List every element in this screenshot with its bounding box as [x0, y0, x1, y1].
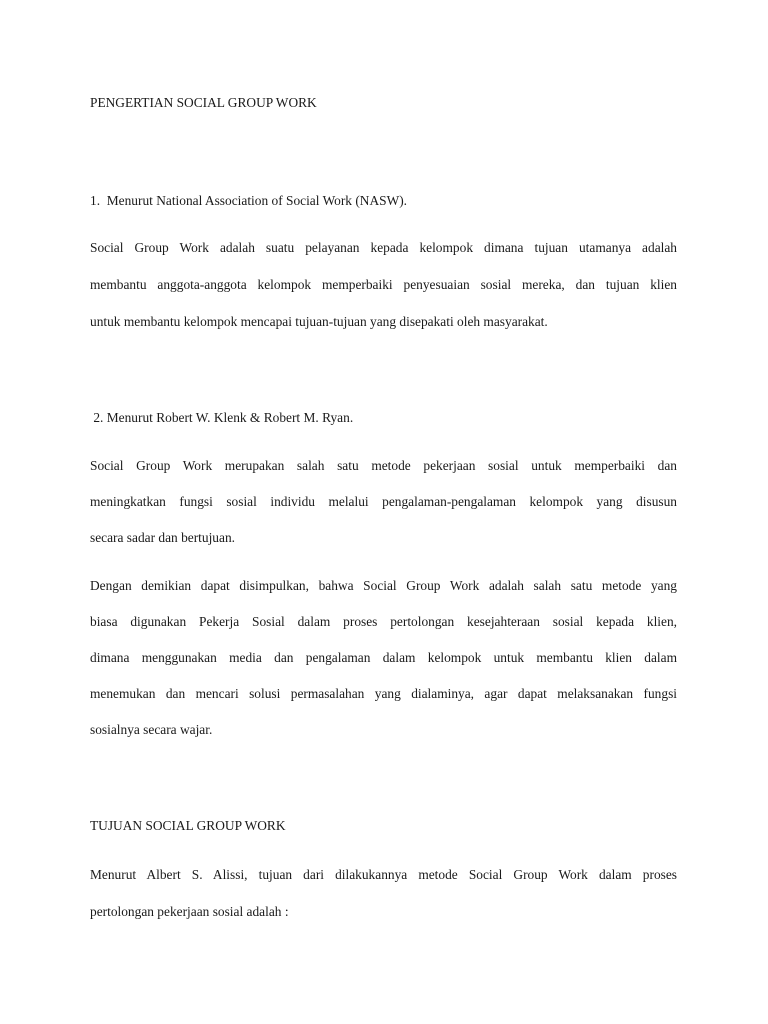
conclusion-line-3: dimana menggunakan media dan pengalaman dalam kelompok untuk membantu klien dalam [90, 650, 677, 665]
section1-title: 1. Menurut National Association of Social Work (NASW). [90, 193, 408, 208]
section2-line-2: meningkatkan fungsi sosial individu melalui pengalaman-pengalaman kelompok yang disusun [90, 494, 677, 509]
conclusion-line-2: biasa digunakan Pekerja Sosial dalam proses pertolongan kesejahteraan sosial kepada klien, [90, 614, 677, 629]
section1-line-2: membantu anggota-anggota kelompok memperbaiki penyesuaian sosial mereka, dan tujuan klien [90, 277, 677, 292]
section2-line-1: Social Group Work merupakan salah satu metode pekerjaan sosial untuk memperbaiki dan [90, 458, 677, 473]
section3-line-2: pertolongan pekerjaan sosial adalah : [90, 904, 289, 919]
conclusion-line-1: Dengan demikian dapat disimpulkan, bahwa Social Group Work adalah salah satu metode yang [90, 578, 677, 593]
section1-line-3: untuk membantu kelompok mencapai tujuan-tujuan yang disepakati oleh masyarakat. [90, 314, 548, 329]
conclusion-line-5: sosialnya secara wajar. [90, 722, 213, 737]
section3-line-1: Menurut Albert S. Alissi, tujuan dari dilakukannya metode Social Group Work dalam proses [90, 867, 677, 882]
conclusion-line-4: menemukan dan mencari solusi permasalahan yang dialaminya, agar dapat melaksanakan fungsi [90, 686, 677, 701]
section2-title: 2. Menurut Robert W. Klenk & Robert M. Ryan. [90, 410, 354, 425]
section2-line-3: secara sadar dan bertujuan. [90, 530, 235, 545]
section1-line-1: Social Group Work adalah suatu pelayanan kepada kelompok dimana tujuan utamanya adalah [90, 240, 677, 255]
heading-pengertian: PENGERTIAN SOCIAL GROUP WORK [90, 95, 317, 110]
heading-tujuan: TUJUAN SOCIAL GROUP WORK [90, 818, 286, 833]
